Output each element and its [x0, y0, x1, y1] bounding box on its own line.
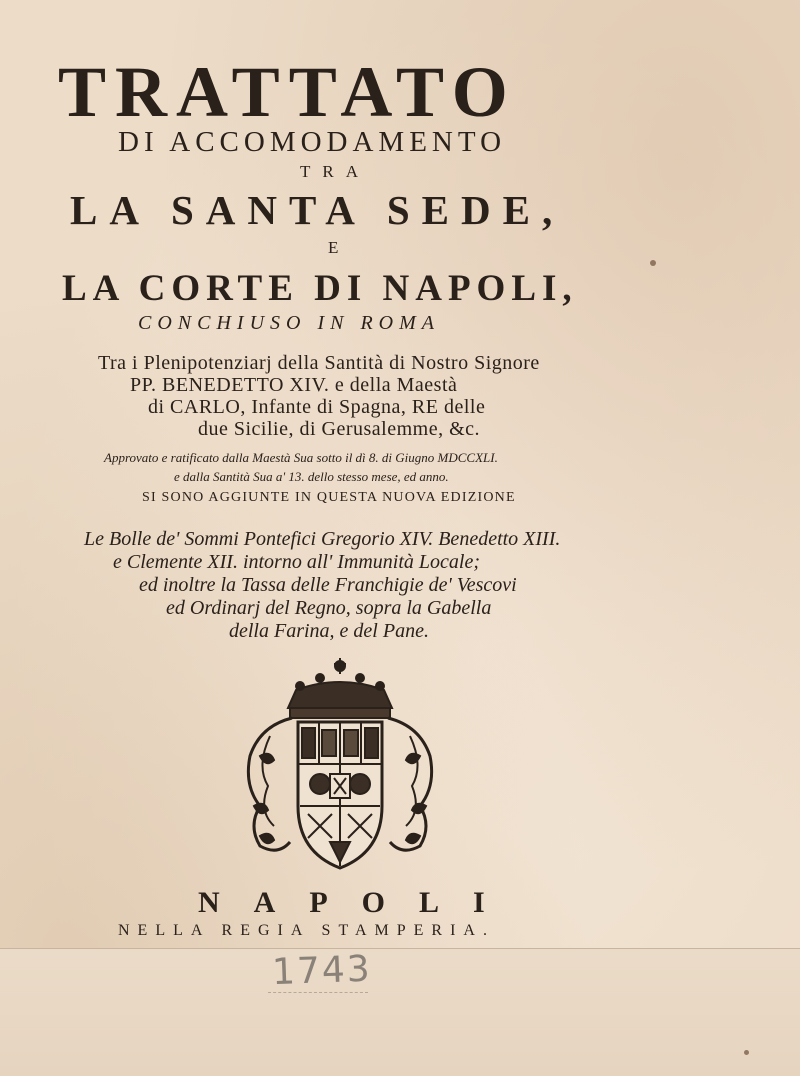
added-content-line: Le Bolle de' Sommi Pontefici Gregorio XIV. Benedetto XIII. — [84, 528, 561, 550]
pencil-mark — [268, 992, 368, 993]
added-heading: SI SONO AGGIUNTE IN QUESTA NUOVA EDIZIONE — [142, 490, 516, 505]
ink-spot — [744, 1050, 749, 1055]
plenipotentiaries-line: PP. BENEDETTO XIV. e della Maestà — [130, 374, 458, 396]
handwritten-year: 1743 — [271, 948, 373, 994]
book-title: TRATTATO — [58, 52, 517, 132]
paper-lower-section — [0, 948, 800, 1076]
added-content-line: della Farina, e del Pane. — [229, 620, 429, 642]
party-holy-see: LA SANTA SEDE, — [70, 187, 565, 233]
imprint-printer: NELLA REGIA STAMPERIA. — [118, 922, 495, 939]
party-court-of-naples: LA CORTE DI NAPOLI, — [62, 268, 578, 309]
added-content-line: ed inoltre la Tassa delle Franchigie de' Vescovi — [139, 574, 517, 596]
approval-line: Approvato e ratificato dalla Maestà Sua sotto il dì 8. di Giugno MDCCXLI. — [104, 450, 498, 465]
plenipotentiaries-line: di CARLO, Infante di Spagna, RE delle — [148, 396, 486, 418]
ink-spot — [650, 260, 656, 266]
plenipotentiaries-line: due Sicilie, di Gerusalemme, &c. — [198, 418, 481, 440]
book-subtitle: DI ACCOMODAMENTO — [118, 126, 507, 158]
approval-line: e dalla Santità Sua a' 13. dello stesso mese, ed anno. — [174, 469, 449, 484]
added-content-line: e Clemente XII. intorno all' Immunità Locale; — [113, 551, 480, 573]
coat-of-arms-icon — [230, 656, 450, 876]
conjunction-e: E — [328, 238, 339, 257]
concluded-in-rome: CONCHIUSO IN ROMA — [138, 312, 440, 334]
imprint-place: NAPOLI — [198, 886, 519, 919]
plenipotentiaries-line: Tra i Plenipotenziarj della Santità di Nostro Signore — [98, 352, 540, 374]
added-content-line: ed Ordinarj del Regno, sopra la Gabella — [166, 597, 492, 619]
conjunction-tra: TRA — [300, 162, 370, 181]
